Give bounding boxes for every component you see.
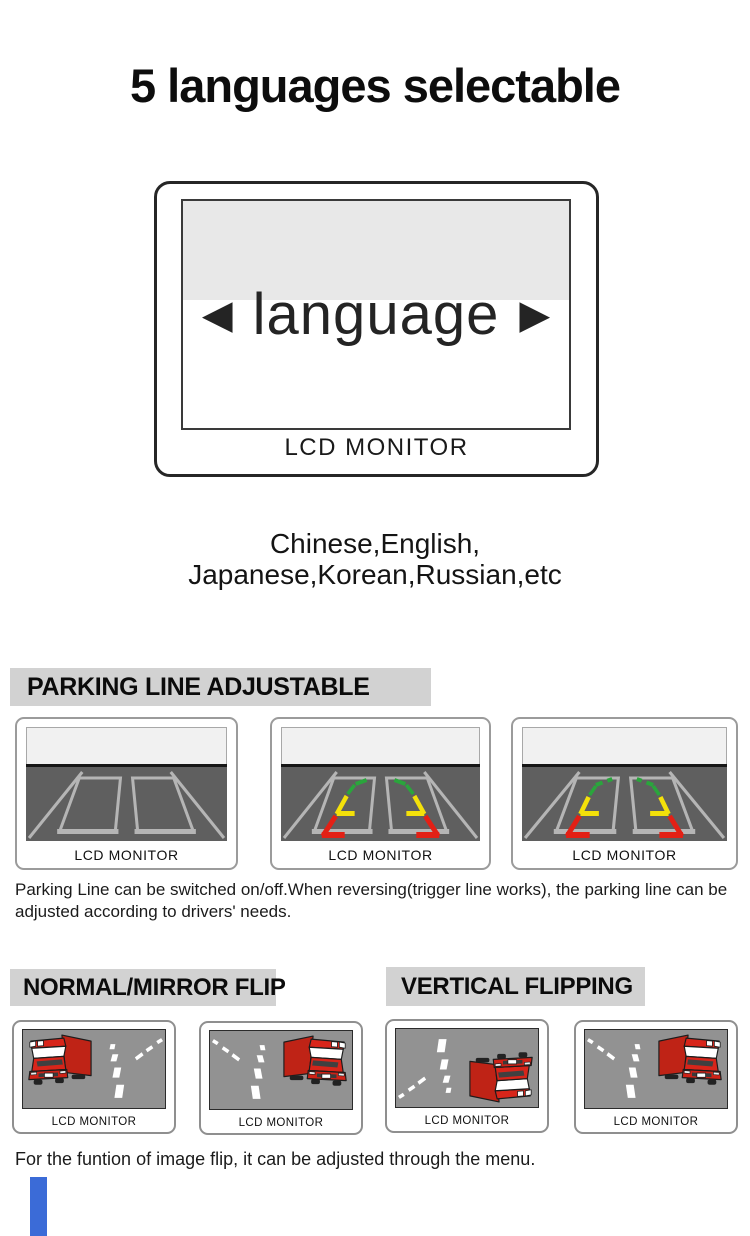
thumb-screen (522, 727, 727, 841)
monitor-screen (181, 199, 571, 430)
thumb-screen (281, 727, 480, 841)
screen-top-area (26, 727, 227, 764)
flip-thumb-mirrored (199, 1021, 363, 1135)
blue-accent-bar (30, 1177, 47, 1236)
truck-road-upright-graphic (585, 1030, 727, 1108)
camera-view (22, 1029, 166, 1109)
parking-section-header: PARKING LINE ADJUSTABLE (10, 668, 431, 706)
normal-mirror-flip-header: NORMAL/MIRROR FLIP (10, 969, 276, 1006)
monitor-brand-label: LCD MONITOR (328, 847, 433, 863)
monitor-brand-label: LCD MONITOR (572, 847, 677, 863)
supported-languages (0, 528, 750, 590)
parking-guides-graphic (281, 767, 480, 841)
thumb-screen (26, 727, 227, 841)
parking-monitor-thumb-plain (15, 717, 238, 870)
camera-view (209, 1030, 353, 1110)
right-arrow-icon: ▶ (519, 293, 551, 337)
camera-view (281, 767, 480, 841)
parking-guides-adjusted-graphic (522, 767, 727, 841)
monitor-brand-label: LCD MONITOR (74, 847, 179, 863)
languages-line1: Chinese,English, (269, 528, 481, 559)
parking-monitor-thumb-adjusted (511, 717, 738, 870)
monitor-brand-label: LCD MONITOR (238, 1117, 324, 1129)
page-title: 5 languages selectable (129, 59, 621, 112)
monitor-brand-label: LCD MONITOR (424, 1115, 510, 1127)
truck-road-graphic (23, 1030, 165, 1108)
flip-thumb-normal (12, 1020, 176, 1134)
truck-road-flipped-graphic (396, 1029, 538, 1107)
flip-thumb-vertical-flipped (385, 1019, 549, 1133)
left-arrow-icon: ◀ (201, 293, 233, 337)
vertical-flipping-header: VERTICAL FLIPPING (386, 967, 645, 1006)
camera-view (26, 767, 227, 841)
flip-description: For the funtion of image flip, it can be adjusted through the menu. (15, 1149, 536, 1169)
languages-line2: Japanese,Korean,Russian,etc (188, 559, 562, 590)
camera-view (584, 1029, 728, 1109)
monitor-brand-label: LCD MONITOR (613, 1116, 699, 1128)
truck-road-mirrored-graphic (210, 1031, 352, 1109)
lcd-monitor-illustration (154, 181, 599, 477)
parking-lines-graphic (26, 767, 227, 841)
flip-thumb-upright (574, 1020, 738, 1134)
language-menu-text: language (252, 282, 500, 347)
parking-monitor-thumb-guides (270, 717, 491, 870)
monitor-brand-label: LCD MONITOR (284, 434, 469, 461)
parking-description: Parking Line can be switched on/off.When reversing(trigger line works), the parking line can be adjusted according to drivers' needs. (15, 880, 728, 921)
camera-view (395, 1028, 539, 1108)
screen-top-area (522, 727, 727, 764)
camera-view (522, 767, 727, 841)
monitor-brand-label: LCD MONITOR (51, 1116, 137, 1128)
language-menu-row (183, 282, 569, 347)
screen-top-area (281, 727, 480, 764)
